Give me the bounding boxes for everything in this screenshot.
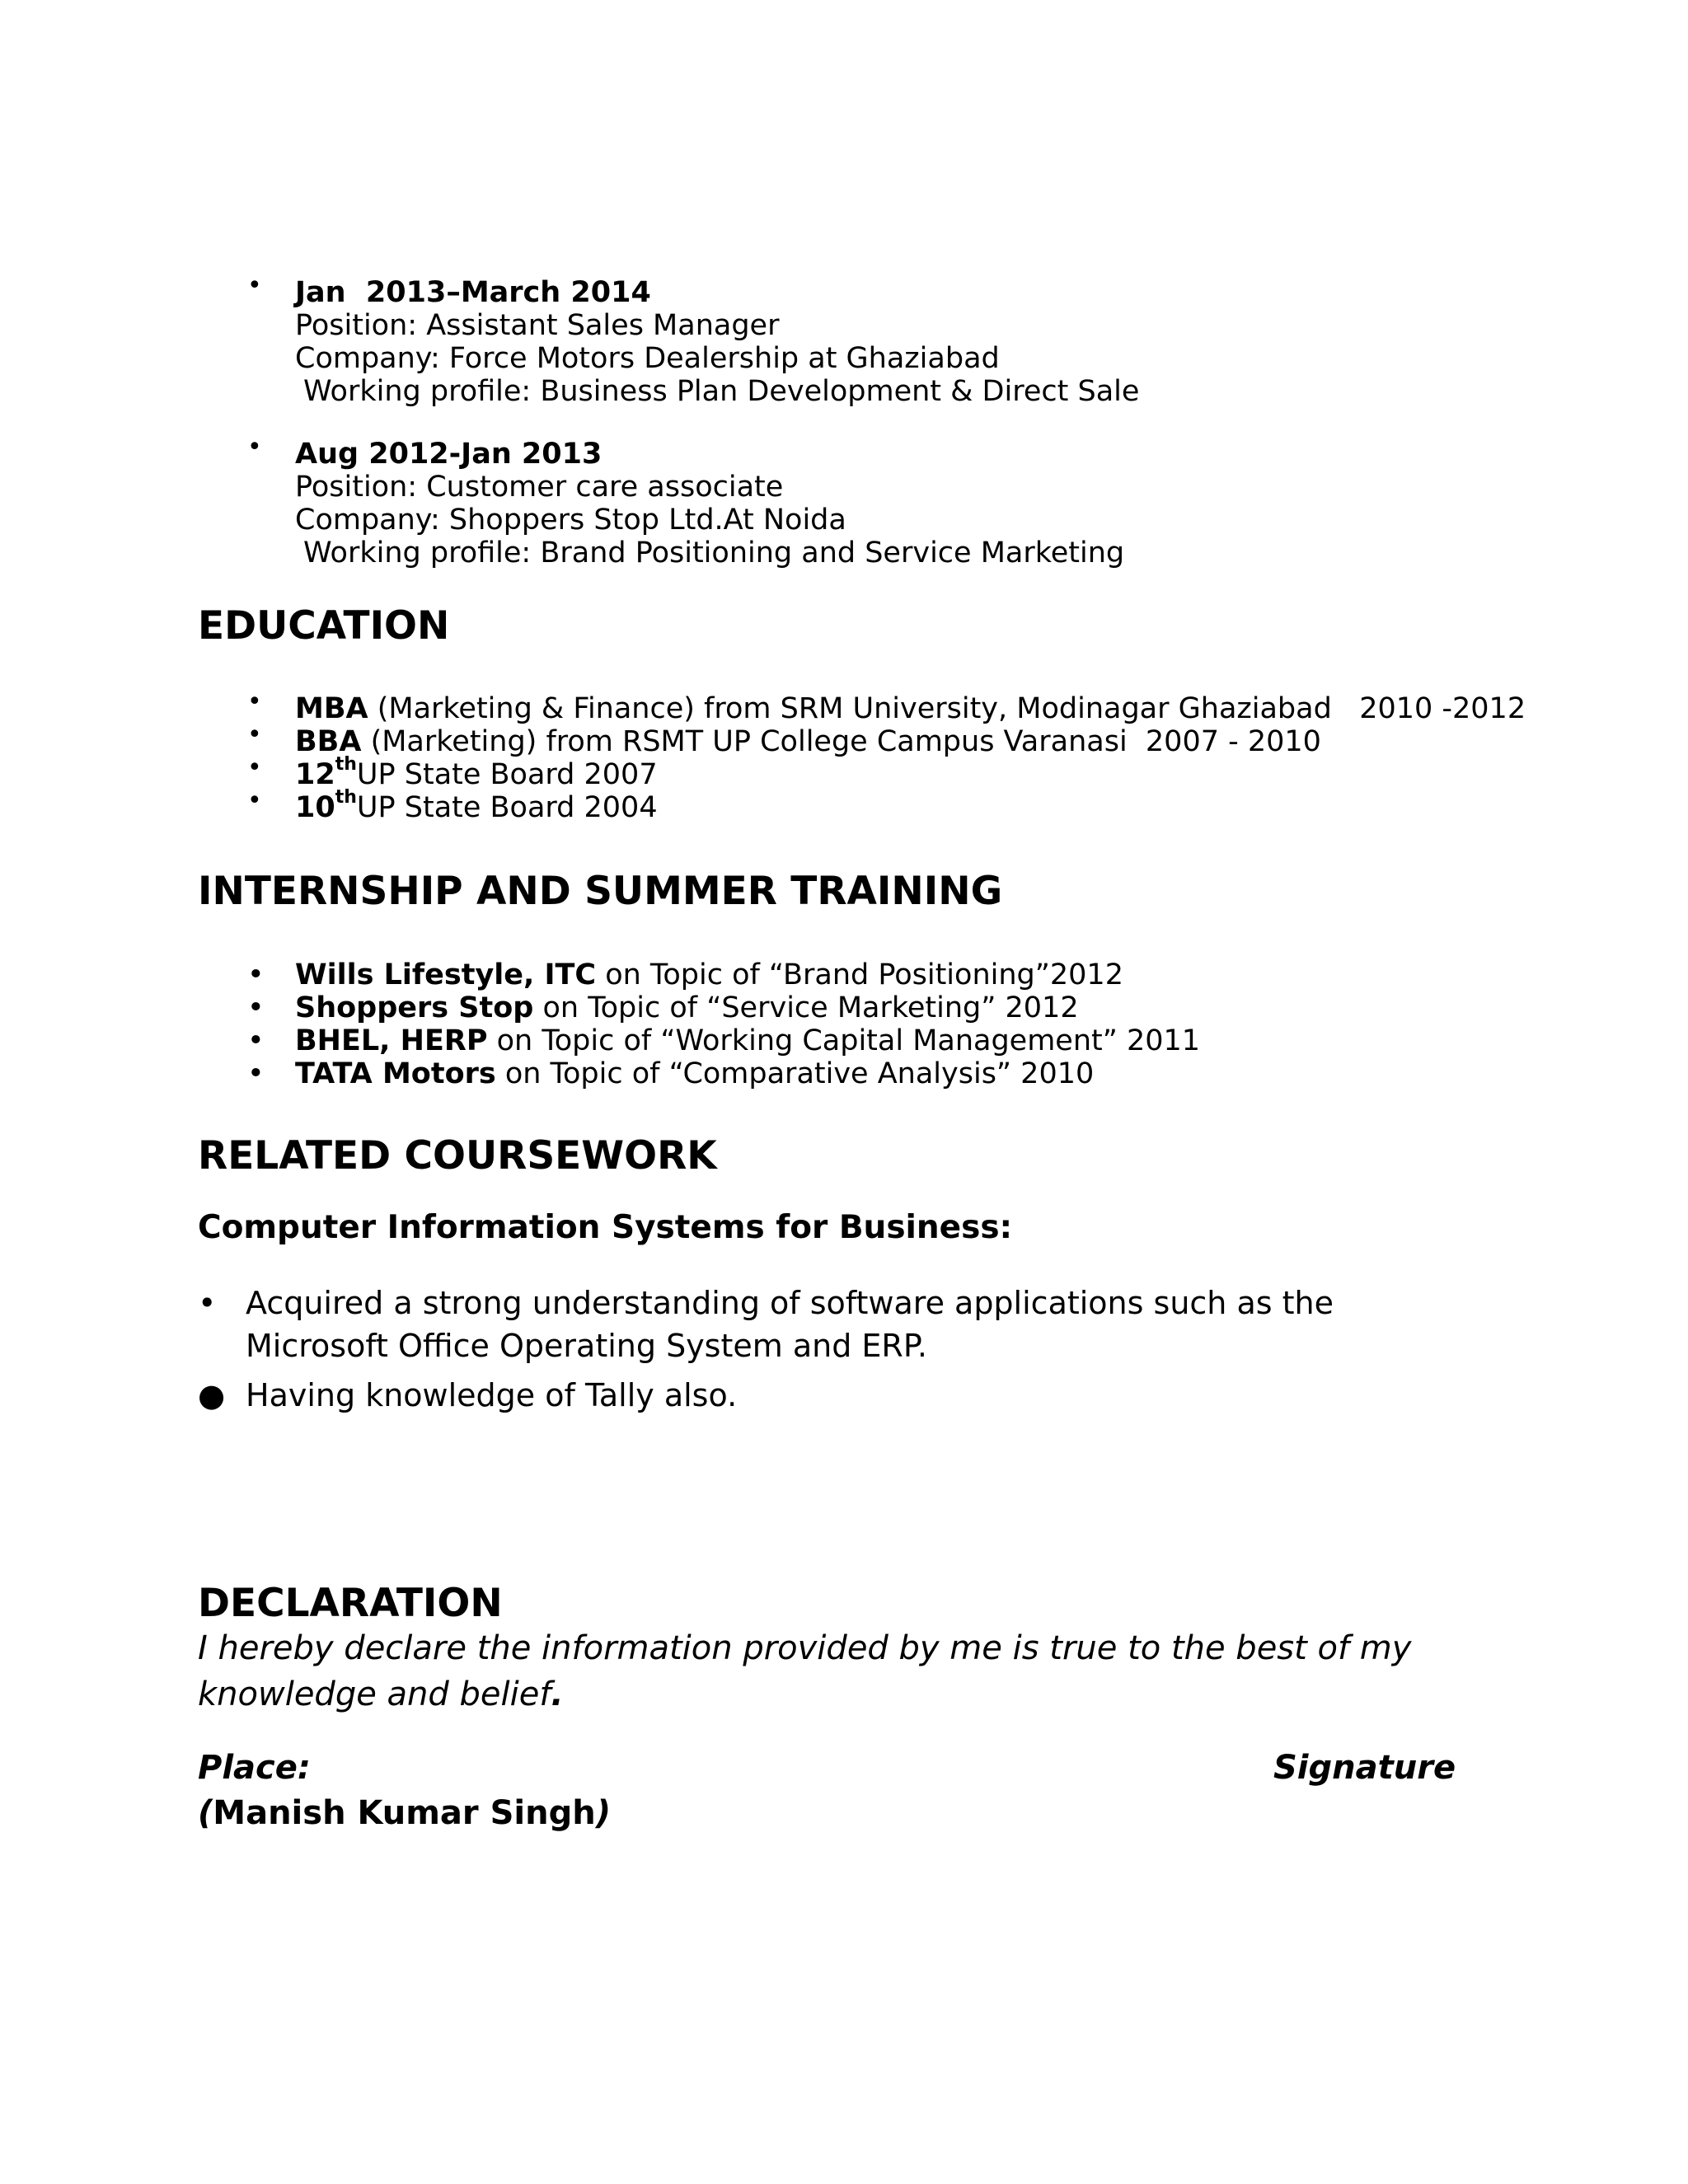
name-text: Manish Kumar Singh — [213, 1794, 596, 1832]
bullet: • — [247, 786, 262, 815]
list-item — [247, 786, 1566, 824]
bullet: • — [247, 991, 265, 1024]
bullet: ● — [198, 1377, 226, 1413]
experience-entry — [247, 433, 1566, 569]
signature-label: Signature — [1273, 1749, 1456, 1787]
coursework-text: Acquired a strong understanding of software applications such as the Microsoft Office Operating System and ERP. — [246, 1285, 1334, 1364]
list-item — [198, 1374, 1484, 1417]
degree-details: (Marketing) from RSMT UP College Campus Varanasi 2007 - 2010 — [361, 725, 1321, 758]
experience-position: Position: Assistant Sales Manager — [295, 309, 780, 342]
degree-details: UP State Board 2004 — [356, 791, 658, 824]
list-item — [247, 753, 1566, 791]
degree-name: 12 — [295, 758, 335, 791]
declaration-statement: I hereby declare the information provided by me is true to the best of my knowledge and belief — [198, 1629, 1412, 1713]
list-item — [247, 687, 1566, 725]
organization-name: Wills Lifestyle, ITC — [295, 958, 597, 991]
list-item — [247, 720, 1566, 758]
degree-details: UP State Board 2007 — [356, 758, 658, 791]
internship-list — [247, 958, 1566, 1090]
bullet: • — [247, 271, 262, 300]
list-item — [247, 958, 1566, 991]
bullet: • — [247, 1057, 265, 1090]
experience-position: Position: Customer care associate — [295, 471, 784, 504]
coursework-subheading: Computer Information Systems for Business: — [198, 1209, 1013, 1246]
experience-date: Jan 2013–March 2014 — [295, 276, 651, 309]
applicant-name — [198, 1790, 611, 1836]
internship-details: on Topic of “Brand Positioning”2012 — [596, 958, 1123, 991]
coursework-list — [198, 1282, 1484, 1417]
organization-name: TATA Motors — [295, 1057, 496, 1090]
list-item — [247, 991, 1566, 1024]
coursework-text: Having knowledge of Tally also. — [246, 1377, 738, 1413]
list-item — [247, 1024, 1566, 1057]
internship-details: on Topic of “Working Capital Management” 2011 — [487, 1024, 1201, 1057]
coursework-heading: RELATED COURSEWORK — [198, 1133, 717, 1179]
bullet: • — [247, 1024, 265, 1057]
internship-details: on Topic of “Comparative Analysis” 2010 — [495, 1057, 1095, 1090]
internship-heading: INTERNSHIP AND SUMMER TRAINING — [198, 869, 1003, 914]
ordinal-suffix: th — [335, 754, 357, 776]
declaration-period: . — [551, 1675, 564, 1713]
experience-entry — [247, 271, 1566, 408]
organization-name: BHEL, HERP — [295, 1024, 488, 1057]
close-paren: ) — [595, 1794, 611, 1832]
bullet: • — [247, 720, 262, 749]
bullet: • — [247, 753, 262, 782]
degree-name: 10 — [295, 791, 335, 824]
degree-name: MBA — [295, 692, 368, 725]
open-paren: ( — [198, 1794, 213, 1832]
bullet: • — [247, 433, 262, 462]
education-list — [247, 687, 1566, 824]
experience-company: Company: Shoppers Stop Ltd.At Noida — [295, 504, 846, 537]
list-item — [247, 1057, 1566, 1090]
experience-company: Company: Force Motors Dealership at Ghaziabad — [295, 342, 1000, 375]
experience-date: Aug 2012-Jan 2013 — [295, 438, 603, 471]
education-heading: EDUCATION — [198, 603, 450, 649]
list-item — [198, 1282, 1484, 1367]
ordinal-suffix: th — [335, 787, 357, 808]
experience-profile: Working profile: Brand Positioning and Service Marketing — [303, 537, 1125, 569]
bullet: • — [198, 1285, 217, 1321]
internship-details: on Topic of “Service Marketing” 2012 — [533, 991, 1079, 1024]
degree-name: BBA — [295, 725, 362, 758]
place-label: Place: — [198, 1749, 311, 1787]
declaration-text — [198, 1625, 1484, 1718]
organization-name: Shoppers Stop — [295, 991, 534, 1024]
bullet: • — [247, 687, 262, 716]
bullet: • — [247, 958, 265, 991]
degree-details: (Marketing & Finance) from SRM University, Modinagar Ghaziabad 2010 -2012 — [368, 692, 1526, 725]
declaration-heading: DECLARATION — [198, 1581, 503, 1626]
experience-profile: Working profile: Business Plan Development & Direct Sale — [303, 375, 1140, 408]
